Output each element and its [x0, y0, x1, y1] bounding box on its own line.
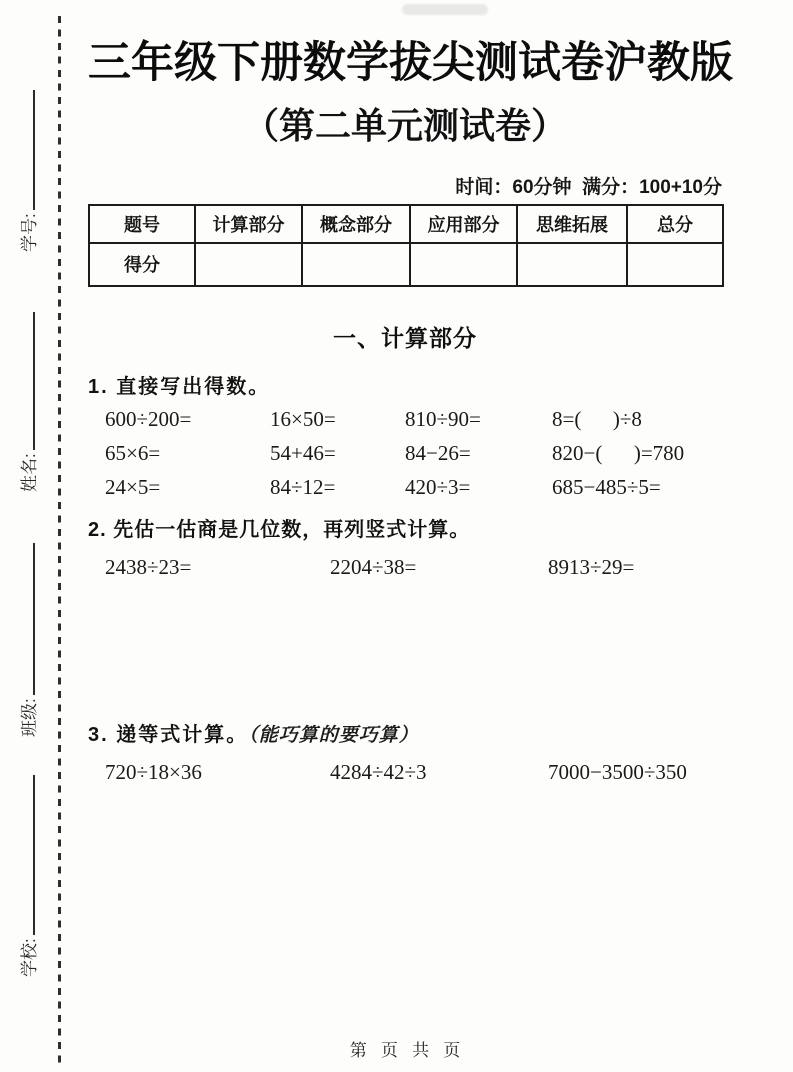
score-table-header-concept: 概念部分: [302, 205, 410, 243]
question1-label: 1. 直接写出得数。: [88, 375, 271, 398]
section1-heading: 一、计算部分: [333, 324, 477, 351]
student-name-field: [16, 312, 44, 492]
student-id-label: 学号:: [20, 213, 39, 252]
page-footer: 第 页 共 页: [349, 1041, 461, 1060]
student-name-label: 姓名:: [20, 453, 39, 492]
score-table-header-computation: 计算部分: [195, 205, 302, 243]
student-id-field: [16, 90, 44, 252]
school-field: [16, 775, 44, 977]
score-table-header-question: 题号: [89, 205, 195, 243]
equation: 600÷200=: [105, 406, 192, 431]
class-field: [16, 543, 44, 737]
score-cell-concept: [302, 243, 410, 286]
equation: 820−( )=780: [552, 440, 685, 465]
equation: 7000−3500÷350: [548, 759, 687, 784]
paper-title: 三年级下册数学拔尖测试卷沪教版: [88, 39, 733, 87]
score-cell-computation: [195, 243, 302, 286]
student-name-blank-line: [19, 312, 35, 450]
question3-label-row: [88, 718, 722, 747]
question3-equation-grid: [88, 760, 722, 784]
score-table-header-total: 总分: [627, 205, 723, 243]
score-table: [88, 204, 724, 287]
equation: 4284÷42÷3: [330, 759, 427, 784]
equation: 810÷90=: [405, 406, 481, 431]
equation: 24×5=: [105, 474, 161, 499]
question3-label: 3. 递等式计算。: [88, 723, 249, 746]
equation: 8=( )÷8: [552, 406, 642, 431]
equation: 685−485÷5=: [552, 474, 661, 499]
binding-dashed-line: [58, 16, 61, 1064]
student-id-blank-line: [19, 90, 35, 210]
school-label: 学校:: [20, 938, 39, 977]
score-cell-thinking: [517, 243, 627, 286]
score-row-label: 得分: [89, 243, 195, 286]
score-table-score-row: [89, 243, 723, 286]
class-blank-line: [19, 543, 35, 695]
score-cell-total: [627, 243, 723, 286]
score-cell-application: [410, 243, 517, 286]
time-score-info: 时间：60分钟 满分：100+10分: [455, 176, 722, 198]
equation: 720÷18×36: [105, 759, 202, 784]
equation: 65×6=: [105, 440, 161, 465]
score-table-header-thinking: 思维拓展: [517, 205, 627, 243]
equation: 8913÷29=: [548, 554, 635, 579]
score-table-header-application: 应用部分: [410, 205, 517, 243]
school-blank-line: [19, 775, 35, 935]
paper-content: [88, 0, 733, 784]
question2-label: 2. 先估一估商是几位数，再列竖式计算。: [88, 518, 471, 541]
equation: 84−26=: [405, 440, 471, 465]
question2-equation-grid: [88, 555, 722, 579]
question3-note: （能巧算的要巧算）: [248, 724, 419, 746]
class-label: 班级:: [20, 698, 39, 737]
equation: 420÷3=: [405, 474, 471, 499]
question1-equation-grid: [88, 408, 722, 498]
equation: 84÷12=: [270, 474, 336, 499]
score-table-header-row: [89, 205, 723, 243]
equation: 16×50=: [270, 406, 336, 431]
equation: 2438÷23=: [105, 554, 192, 579]
equation: 2204÷38=: [330, 554, 417, 579]
paper-subtitle: （第二单元测试卷）: [242, 105, 567, 147]
equation: 54+46=: [270, 440, 336, 465]
